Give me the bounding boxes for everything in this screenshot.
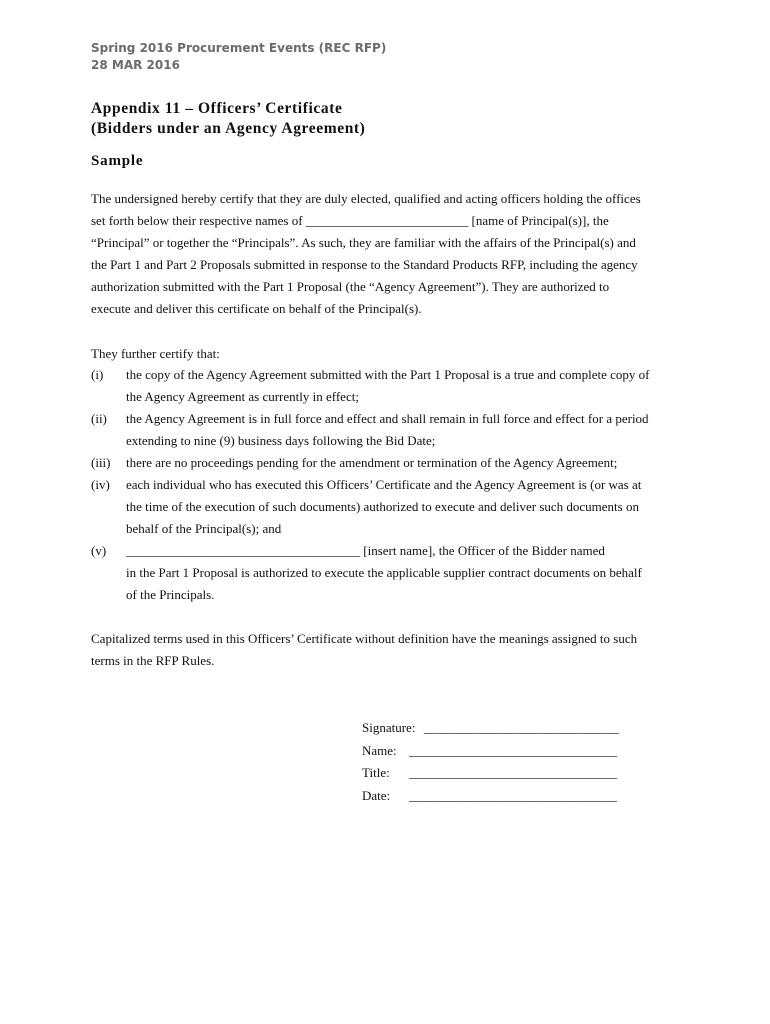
intro-line: authorization submitted with the Part 1 Proposal (the “Agency Agreement”). They are authorized to: [91, 279, 610, 294]
further-certify-heading: They further certify that:: [91, 346, 220, 361]
list-item-line: each individual who has executed this Officers’ Certificate and the Agency Agreement is (or was at: [126, 477, 642, 492]
signature-label: Signature:: [362, 720, 416, 735]
intro-paragraph: [91, 188, 691, 320]
signature-field[interactable]: ______________________________: [424, 720, 619, 735]
list-item-line: in the Part 1 Proposal is authorized to execute the applicable supplier contract documents on behalf: [126, 565, 642, 580]
list-item-number: (v): [91, 543, 107, 558]
list-item: [91, 452, 691, 474]
definitions-line: terms in the RFP Rules.: [91, 653, 215, 668]
list-item-line: there are no proceedings pending for the amendment or termination of the Agency Agreement;: [126, 455, 618, 470]
list-item-number: (iv): [91, 477, 110, 492]
list-item-number: (ii): [91, 411, 107, 426]
list-item: [91, 408, 691, 452]
date-label: Date:: [362, 787, 391, 803]
intro-line: execute and deliver this certificate on behalf of the Principal(s).: [91, 301, 422, 316]
list-item-line: extending to nine (9) business days following the Bid Date;: [126, 433, 436, 448]
list-item: [91, 364, 691, 408]
intro-line: “Principal” or together the “Principals”. As such, they are familiar with the affairs of the Principal(s) and: [91, 235, 636, 250]
list-item-line: the Agency Agreement as currently in effect;: [126, 389, 359, 404]
list-item-line: the Agency Agreement is in full force and effect and shall remain in full force and effect for a period: [126, 411, 649, 426]
list-item: [91, 474, 691, 540]
list-item-line: the copy of the Agency Agreement submitted with the Part 1 Proposal is a true and complete copy of: [126, 367, 650, 382]
intro-line: The undersigned hereby certify that they are duly elected, qualified and acting officers holding the offices: [91, 191, 641, 206]
list-item: [91, 540, 691, 606]
title-label: Title:: [362, 765, 390, 780]
list-item-line: ____________________________________ [insert name], the Officer of the Bidder named: [126, 543, 605, 558]
sample-heading: Sample: [91, 153, 144, 169]
definitions-line: Capitalized terms used in this Officers’ Certificate without definition have the meanings assigned to such: [91, 631, 638, 646]
certification-list: [91, 364, 691, 606]
name-field[interactable]: ________________________________: [409, 742, 617, 758]
title-field[interactable]: ________________________________: [409, 765, 617, 780]
header-date: 28 MAR 2016: [91, 58, 180, 72]
list-item-line: the time of the execution of such documents) authorized to execute and deliver such documents on: [126, 499, 639, 514]
name-label: Name:: [362, 742, 397, 758]
page-title: [91, 99, 365, 139]
list-item-line: behalf of the Principal(s); and: [126, 521, 282, 536]
document-header: [91, 40, 386, 74]
intro-line: the Part 1 and Part 2 Proposals submitted in response to the Standard Products RFP, including the agency: [91, 257, 638, 272]
title-line-2: (Bidders under an Agency Agreement): [91, 120, 366, 137]
intro-line: set forth below their respective names of _________________________ [name of Principal(s)], the: [91, 213, 609, 228]
definitions-paragraph: [91, 628, 691, 672]
title-line-1: Appendix 11 – Officers’ Certificate: [91, 100, 343, 117]
header-event-title: Spring 2016 Procurement Events (REC RFP): [91, 41, 387, 55]
list-item-line: of the Principals.: [126, 587, 215, 602]
list-item-number: (iii): [91, 455, 111, 470]
date-field[interactable]: ________________________________: [409, 787, 617, 803]
list-item-number: (i): [91, 367, 104, 382]
